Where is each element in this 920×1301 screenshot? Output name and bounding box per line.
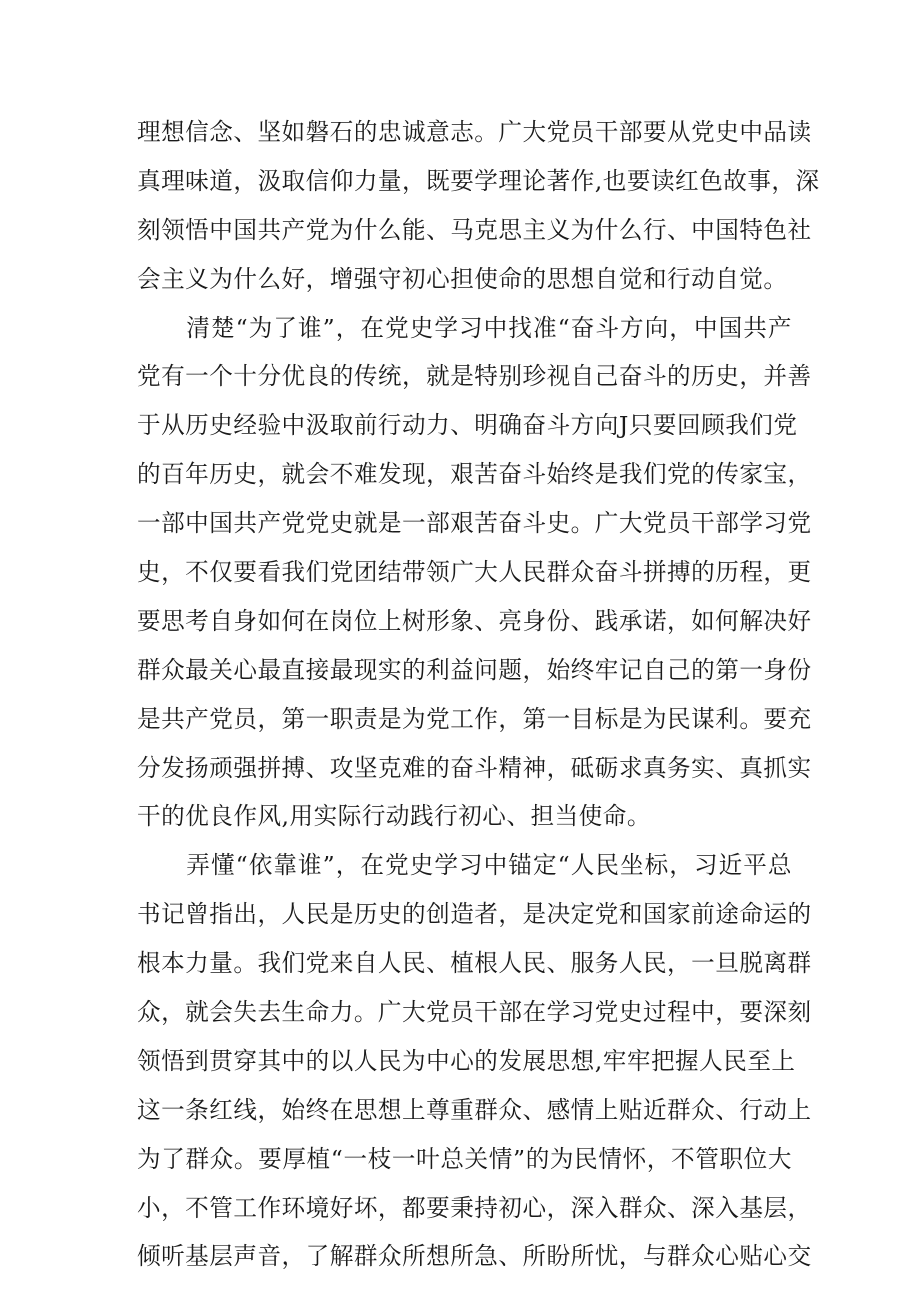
text-line: 真理味道，汲取信仰力量，既要学理论著作,也要读红色故事，深	[137, 166, 820, 195]
text-line: 众，就会失去生命力。广大党员干部在学习党史过程中，要深刻	[137, 998, 812, 1027]
text-line: 为了群众。要厚植“一枝一叶总关情”的为民情怀，不管职位大	[137, 1144, 792, 1173]
text-line: 群众最关心最直接最现实的利益问题，始终牢记自己的第一身份	[137, 655, 812, 684]
text-line: 史，不仅要看我们党团结带领广大人民群众奋斗拼搏的历程，更	[137, 558, 812, 587]
text-line: 弄懂“依靠谁”，在党史学习中锚定“人民坐标，习近平总	[137, 851, 792, 880]
text-line: 分发扬顽强拼搏、攻坚克难的奋斗精神，砥砺求真务实、真抓实	[137, 753, 812, 782]
text-line: 根本力量。我们党来自人民、植根人民、服务人民，一旦脱离群	[137, 949, 812, 978]
text-line: 是共产党员，第一职责是为党工作，第一目标是为民谋利。要充	[137, 704, 812, 733]
text-line: 这一条红线，始终在思想上尊重群众、感情上贴近群众、行动上	[137, 1095, 812, 1124]
text-line: 要思考自身如何在岗位上树形象、亮身份、践承诺，如何解决好	[137, 606, 812, 635]
body-text	[137, 108, 820, 1281]
text-line: 理想信念、坚如磐石的忠诚意志。广大党员干部要从党史中品读	[137, 118, 812, 146]
text-line: 干的优良作风,用实际行动践行初心、担当使命。	[137, 802, 651, 831]
text-line: 党有一个十分优良的传统，就是特别珍视自己奋斗的历史，并善	[137, 362, 812, 391]
text-line: 刻领悟中国共产党为什么能、马克思主义为什么行、中国特色社	[137, 215, 812, 244]
text-line: 一部中国共产党党史就是一部艰苦奋斗史。广大党员干部学习党	[137, 509, 812, 538]
text-line: 书记曾指出，人民是历史的创造者，是决定党和国家前途命运的	[137, 900, 812, 929]
text-line: 倾听基层声音，了解群众所想所急、所盼所忧，与群众心贴心交	[137, 1242, 812, 1271]
text-line: 会主义为什么好，增强守初心担使命的思想自觉和行动自觉。	[137, 264, 788, 293]
text-line: 领悟到贯穿其中的以人民为中心的发展思想,牢牢把握人民至上	[137, 1046, 796, 1075]
text-line: 小，不管工作环境好坏，都要秉持初心，深入群众、深入基层，	[137, 1193, 812, 1222]
text-line: 于从历史经验中汲取前行动力、明确奋斗方向J只要回顾我们党	[137, 411, 798, 440]
text-line: 的百年历史，就会不难发现，艰苦奋斗始终是我们党的传家宝，	[137, 460, 812, 489]
text-line: 清楚“为了谁”，在党史学习中找准“奋斗方向，中国共产	[137, 313, 792, 342]
